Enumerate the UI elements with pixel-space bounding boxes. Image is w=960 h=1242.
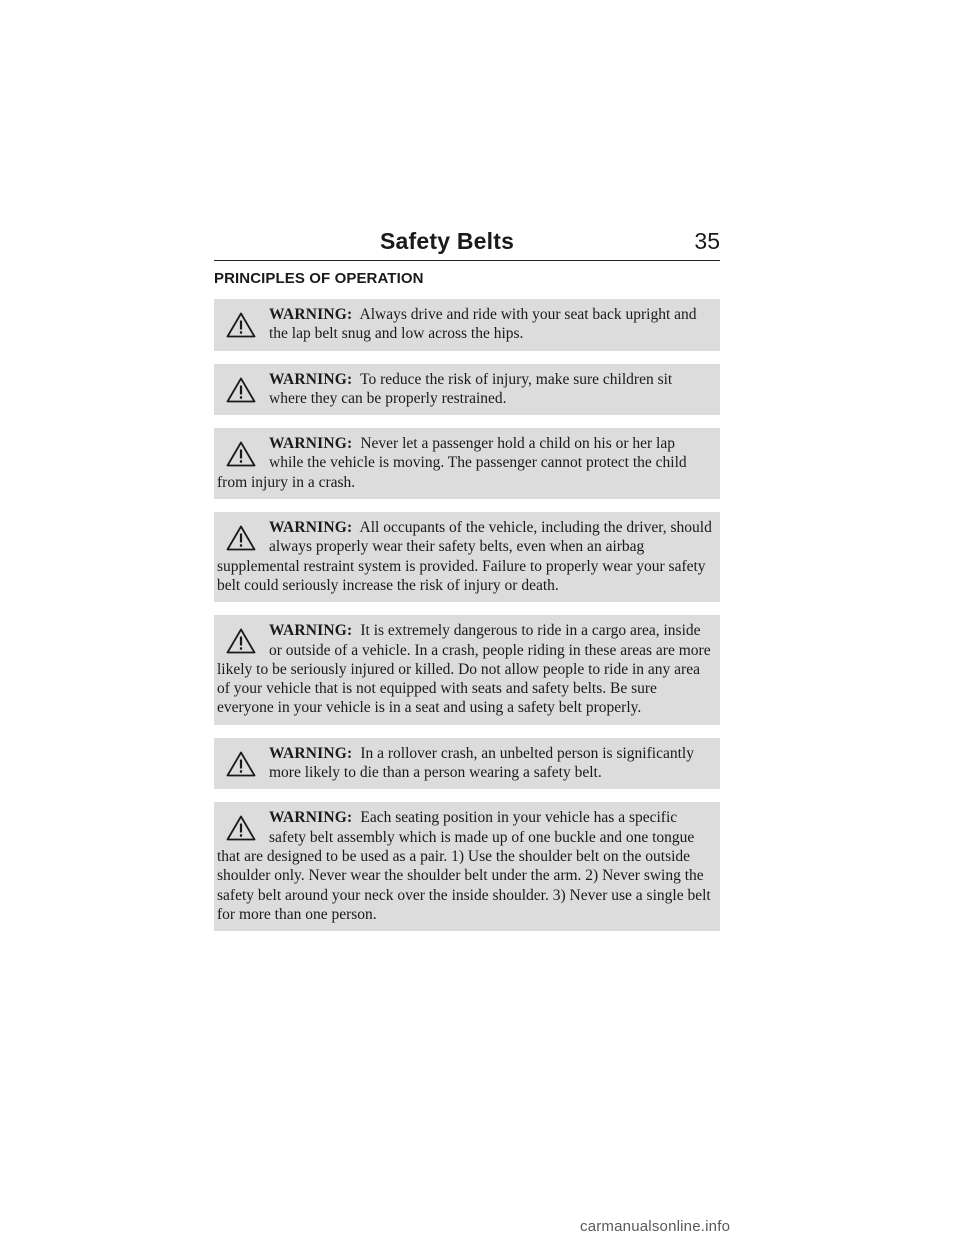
- section-heading: PRINCIPLES OF OPERATION: [214, 270, 424, 287]
- warning-text: In a rollover crash, an unbelted person is significantly more likely to die than a person wearing a safety belt.: [269, 744, 694, 782]
- warning-label: WARNING:: [269, 306, 357, 323]
- warning-label: WARNING:: [269, 519, 357, 537]
- warning-triangle-icon: [226, 628, 256, 654]
- warning-label: WARNING:: [269, 622, 357, 640]
- warning-triangle-icon: [226, 525, 256, 551]
- warning-text: It is extremely dangerous to ride in a cargo area, inside or outside of a vehicle. In a crash, people riding in these areas are more likely to be seriously injured or killed. Do not allow people to ride in any area of your vehicle that is not equipped with seats and safety belts. Be sure everyone in your vehicle is in a seat and using a safety belt properly.: [217, 622, 711, 717]
- page-header: [214, 226, 720, 261]
- watermark: carmanualsonline.info: [580, 1218, 731, 1235]
- warning-box: [214, 615, 720, 724]
- warning-triangle-icon: [226, 312, 256, 338]
- warning-label: WARNING:: [269, 370, 357, 388]
- warning-label: WARNING:: [269, 435, 357, 453]
- warning-triangle-icon: [226, 751, 256, 777]
- warning-triangle-icon: [226, 377, 256, 403]
- warning-box: [214, 364, 720, 416]
- page-number: 35: [694, 228, 720, 254]
- warning-triangle-icon: [226, 441, 256, 467]
- warning-text: All occupants of the vehicle, including the driver, should always properly wear their safety belts, even when an airbag supplemental restraint system is provided. Failure to properly wear your safety belt could seriously increase the risk of injury or death.: [217, 519, 712, 594]
- warning-box: [214, 802, 720, 931]
- page-title: Safety Belts: [380, 228, 515, 254]
- warning-box: [214, 738, 720, 790]
- warning-box: [214, 512, 720, 602]
- warning-triangle-icon: [226, 815, 256, 841]
- warnings-list: [214, 299, 720, 944]
- warning-box: [214, 428, 720, 499]
- warning-text: To reduce the risk of injury, make sure children sit where they can be properly restrained.: [269, 370, 673, 407]
- warning-text: Never let a passenger hold a child on his or her lap while the vehicle is moving. The passenger cannot protect the child from injury in a crash.: [217, 435, 687, 491]
- warning-text: Always drive and ride with your seat back upright and the lap belt snug and low across the hips.: [269, 306, 697, 343]
- warning-text: Each seating position in your vehicle has a specific safety belt assembly which is made up of one buckle and one tongue that are designed to be used as a pair. 1) Use the shoulder belt on the outside shoulder only. Never wear the shoulder belt under the arm. 2) Never swing the safety belt around your neck over the inside shoulder. 3) Never use a single belt for more than one person.: [217, 809, 711, 923]
- warning-box: [214, 299, 720, 351]
- warning-label: WARNING:: [269, 809, 357, 827]
- warning-label: WARNING:: [269, 744, 357, 762]
